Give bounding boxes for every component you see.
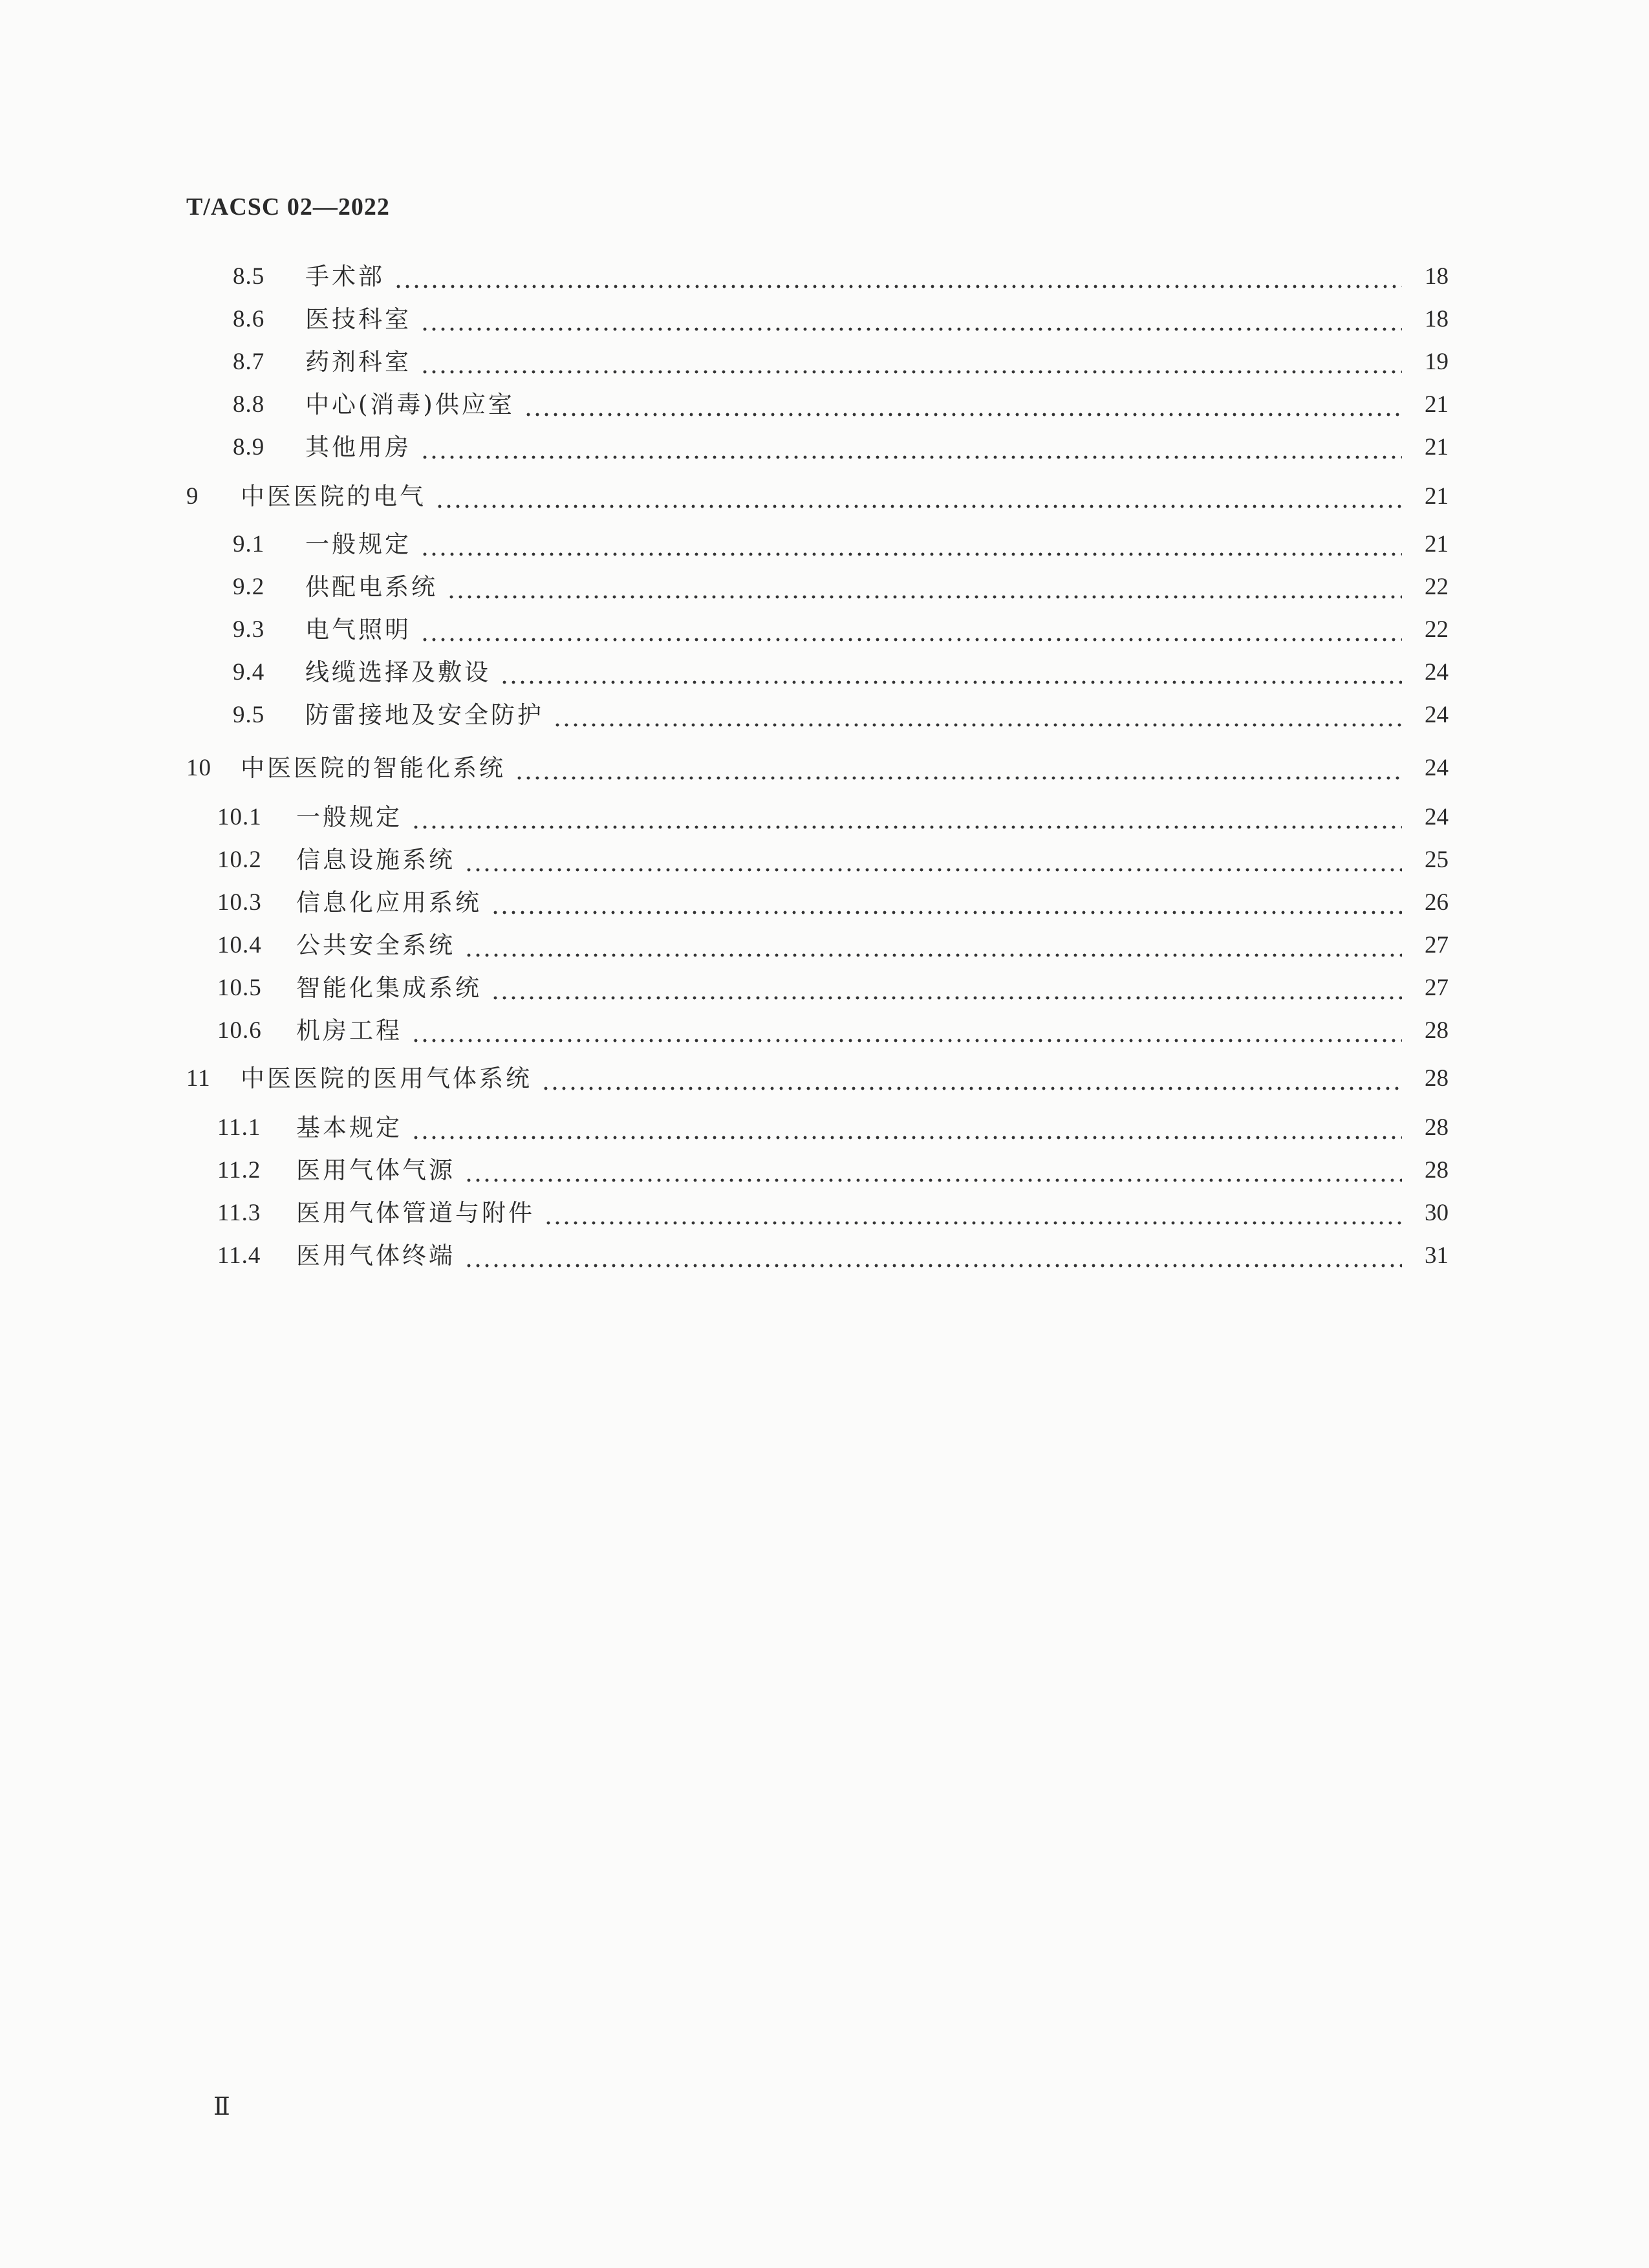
dot-leader bbox=[464, 842, 1402, 878]
toc-entry-page: 24 bbox=[1425, 755, 1449, 781]
toc-entry-title: 医用气体管道与附件 bbox=[296, 1199, 535, 1227]
toc-entry-title: 电气照明 bbox=[305, 616, 411, 643]
toc-entry-title: 一般规定 bbox=[305, 530, 411, 558]
toc-entry[interactable] bbox=[186, 344, 1449, 380]
toc-entry-title: 基本规定 bbox=[296, 1114, 402, 1141]
toc-entry-number: 10.1 bbox=[217, 804, 262, 830]
toc-entry-title: 线缆选择及敷设 bbox=[305, 658, 491, 686]
toc-entry-number: 10 bbox=[186, 755, 211, 781]
toc-entry[interactable] bbox=[186, 885, 1449, 921]
toc-entry-page: 19 bbox=[1425, 349, 1449, 375]
dot-leader bbox=[420, 612, 1402, 648]
toc-entry-number: 9.3 bbox=[233, 616, 265, 643]
toc-entry-title: 一般规定 bbox=[296, 803, 402, 831]
toc-entry-number: 8.5 bbox=[233, 263, 265, 290]
toc-entry[interactable] bbox=[186, 799, 1449, 836]
toc-entry-number: 10.2 bbox=[217, 847, 262, 873]
dot-leader bbox=[464, 927, 1402, 964]
dot-leader bbox=[420, 301, 1402, 338]
toc-entry-number: 11.2 bbox=[217, 1157, 261, 1183]
dot-leader bbox=[541, 1061, 1402, 1097]
toc-entry-title: 医技科室 bbox=[305, 305, 411, 333]
dot-leader bbox=[544, 1195, 1402, 1231]
page-number: Ⅱ bbox=[213, 2093, 230, 2121]
toc-entry-title: 药剂科室 bbox=[305, 348, 411, 376]
toc-entry-number: 10.4 bbox=[217, 932, 262, 958]
toc-entry-page: 28 bbox=[1425, 1017, 1449, 1044]
toc-entry[interactable] bbox=[186, 970, 1449, 1006]
toc-entry-page: 28 bbox=[1425, 1157, 1449, 1183]
dot-leader bbox=[420, 429, 1402, 466]
toc-entry-page: 18 bbox=[1425, 263, 1449, 290]
toc-entry-page: 31 bbox=[1425, 1242, 1449, 1269]
dot-leader bbox=[464, 1238, 1402, 1274]
dot-leader bbox=[420, 344, 1402, 380]
dot-leader bbox=[420, 526, 1402, 563]
toc-entry-number: 8.8 bbox=[233, 391, 265, 418]
toc-entry[interactable] bbox=[186, 259, 1449, 295]
toc-entry-page: 24 bbox=[1425, 659, 1449, 686]
toc-entry-page: 25 bbox=[1425, 847, 1449, 873]
toc-entry-title: 医用气体终端 bbox=[296, 1242, 455, 1269]
toc-entry-title: 防雷接地及安全防护 bbox=[305, 701, 544, 729]
toc-entry[interactable] bbox=[186, 1110, 1449, 1146]
toc-entry-title: 供配电系统 bbox=[305, 573, 438, 601]
toc-entry-title: 信息设施系统 bbox=[296, 846, 455, 874]
toc-entry[interactable] bbox=[186, 479, 1449, 515]
toc-entry-page: 21 bbox=[1425, 434, 1449, 460]
toc-entry-title: 智能化集成系统 bbox=[296, 974, 482, 1002]
toc-entry[interactable] bbox=[186, 301, 1449, 338]
toc-entry-page: 28 bbox=[1425, 1114, 1449, 1141]
toc-entry[interactable] bbox=[186, 1061, 1449, 1097]
toc-entry[interactable] bbox=[186, 1013, 1449, 1049]
toc-entry[interactable] bbox=[186, 1238, 1449, 1274]
toc-entry-number: 9.5 bbox=[233, 702, 265, 728]
toc-entry-title: 手术部 bbox=[305, 263, 385, 290]
toc-entry-title: 信息化应用系统 bbox=[296, 889, 482, 916]
dot-leader bbox=[491, 970, 1402, 1006]
toc-entry-page: 21 bbox=[1425, 483, 1449, 510]
toc-entry-number: 11 bbox=[186, 1065, 211, 1092]
toc-entry-number: 9.1 bbox=[233, 531, 265, 557]
toc-entry-number: 11.4 bbox=[217, 1242, 261, 1269]
toc-entry-number: 8.6 bbox=[233, 306, 265, 332]
dot-leader bbox=[500, 654, 1402, 691]
toc-entry-page: 30 bbox=[1425, 1200, 1449, 1226]
toc-entry-title: 中医医院的智能化系统 bbox=[241, 754, 506, 782]
toc-entry[interactable] bbox=[186, 842, 1449, 878]
toc-entry[interactable] bbox=[186, 612, 1449, 648]
toc-entry-title: 中医医院的电气 bbox=[241, 482, 426, 510]
toc-entry-title: 公共安全系统 bbox=[296, 931, 455, 959]
toc-entry-number: 8.9 bbox=[233, 434, 265, 460]
toc-entry[interactable] bbox=[186, 654, 1449, 691]
toc-entry-page: 22 bbox=[1425, 616, 1449, 643]
toc-entry-page: 24 bbox=[1425, 804, 1449, 830]
toc-entry[interactable] bbox=[186, 750, 1449, 786]
toc-entry-page: 18 bbox=[1425, 306, 1449, 332]
dot-leader bbox=[411, 799, 1402, 836]
toc-entry-number: 11.3 bbox=[217, 1200, 261, 1226]
dot-leader bbox=[447, 569, 1402, 605]
toc-entry-title: 医用气体气源 bbox=[296, 1156, 455, 1184]
dot-leader bbox=[491, 885, 1402, 921]
toc-entry[interactable] bbox=[186, 1152, 1449, 1189]
toc-entry[interactable] bbox=[186, 1195, 1449, 1231]
toc-entry-page: 28 bbox=[1425, 1065, 1449, 1092]
toc-entry-page: 27 bbox=[1425, 975, 1449, 1001]
toc-entry-number: 10.3 bbox=[217, 889, 262, 916]
document-code: T/ACSC 02—2022 bbox=[186, 193, 390, 221]
dot-leader bbox=[524, 387, 1402, 423]
toc-entry-number: 9.4 bbox=[233, 659, 265, 686]
toc-entry-number: 10.5 bbox=[217, 975, 262, 1001]
toc-entry-page: 27 bbox=[1425, 932, 1449, 958]
dot-leader bbox=[435, 479, 1402, 515]
toc-entry-page: 22 bbox=[1425, 574, 1449, 600]
toc-entry-number: 9 bbox=[186, 483, 199, 510]
toc-entry-title: 机房工程 bbox=[296, 1017, 402, 1044]
dot-leader bbox=[394, 259, 1402, 295]
toc-entry-title: 中医医院的医用气体系统 bbox=[241, 1064, 532, 1092]
toc-entry-page: 26 bbox=[1425, 889, 1449, 916]
toc-entry-page: 21 bbox=[1425, 531, 1449, 557]
toc-entry-number: 8.7 bbox=[233, 349, 265, 375]
toc-entry[interactable] bbox=[186, 429, 1449, 466]
toc-entry-number: 10.6 bbox=[217, 1017, 262, 1044]
dot-leader bbox=[411, 1013, 1402, 1049]
toc-entry[interactable] bbox=[186, 387, 1449, 423]
dot-leader bbox=[464, 1152, 1402, 1189]
toc-entry[interactable] bbox=[186, 569, 1449, 605]
toc-entry-number: 9.2 bbox=[233, 574, 265, 600]
dot-leader bbox=[515, 750, 1402, 786]
toc-entry[interactable] bbox=[186, 526, 1449, 563]
toc-entry-title: 中心(消毒)供应室 bbox=[305, 391, 515, 418]
toc-entry-number: 11.1 bbox=[217, 1114, 261, 1141]
dot-leader bbox=[553, 697, 1402, 733]
toc-entry[interactable] bbox=[186, 697, 1449, 733]
toc-entry-title: 其他用房 bbox=[305, 433, 411, 461]
toc-entry-page: 24 bbox=[1425, 702, 1449, 728]
toc-entry-page: 21 bbox=[1425, 391, 1449, 418]
toc-entry[interactable] bbox=[186, 927, 1449, 964]
dot-leader bbox=[411, 1110, 1402, 1146]
